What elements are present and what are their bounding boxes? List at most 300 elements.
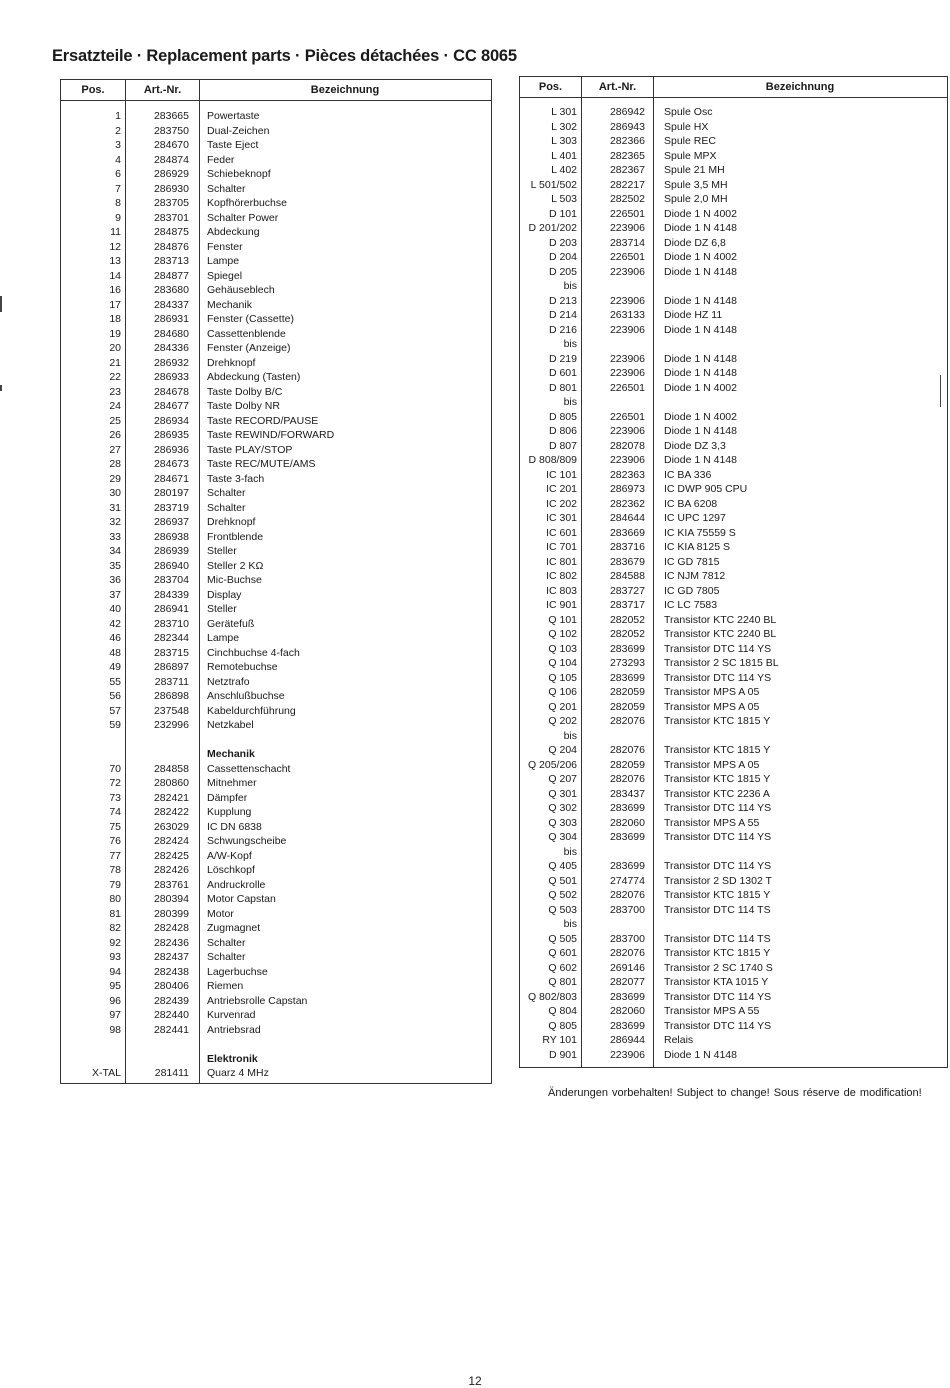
table-row bbox=[520, 236, 947, 251]
rows-left bbox=[61, 109, 491, 1081]
cell-art-nr: 284678 bbox=[153, 385, 189, 398]
cell-art-nr: 226501 bbox=[609, 251, 645, 263]
cell-bezeichnung: Transistor MPS A 55 bbox=[664, 816, 760, 829]
table-row bbox=[520, 990, 947, 1005]
cell-pos: 11 bbox=[110, 226, 121, 238]
cell-pos: L 302 bbox=[551, 120, 577, 133]
cell-bezeichnung: Frontblende bbox=[207, 530, 264, 543]
table-row bbox=[520, 395, 947, 410]
cell-pos: D 205 bbox=[548, 265, 577, 278]
table-row bbox=[520, 482, 947, 497]
cell-pos: IC 201 bbox=[546, 483, 577, 495]
cell-pos: 9 bbox=[115, 211, 121, 224]
cell-bezeichnung: Taste Dolby B/C bbox=[207, 385, 283, 398]
cell-art-nr: 284858 bbox=[153, 762, 189, 775]
table-header bbox=[520, 77, 947, 98]
table-row bbox=[61, 631, 491, 646]
cell-art-nr: 286939 bbox=[153, 545, 189, 557]
cell-art-nr: 283700 bbox=[609, 903, 645, 916]
cell-pos: Q 204 bbox=[548, 744, 577, 756]
cell-bezeichnung: Spule 21 MH bbox=[664, 164, 725, 176]
cell-pos: Q 505 bbox=[548, 932, 577, 945]
cell-pos: 17 bbox=[109, 298, 121, 311]
cell-art-nr: 284644 bbox=[609, 512, 645, 524]
cell-art-nr: 274774 bbox=[609, 874, 645, 887]
cell-art-nr: 286940 bbox=[153, 559, 189, 572]
table-row bbox=[520, 526, 947, 541]
table-row bbox=[61, 617, 491, 632]
cell-art-nr: 282365 bbox=[609, 149, 645, 162]
cell-bezeichnung: Steller 2 KΩ bbox=[207, 559, 264, 572]
cell-art-nr: 282059 bbox=[609, 758, 645, 771]
cell-pos: IC 202 bbox=[546, 497, 577, 510]
rows-right bbox=[520, 105, 947, 1062]
cell-pos: D 808/809 bbox=[528, 454, 577, 466]
cell-art-nr: 286935 bbox=[153, 429, 189, 441]
cell-art-nr: 282367 bbox=[609, 164, 645, 176]
cell-art-nr: 282366 bbox=[609, 135, 645, 147]
cell-bezeichnung: Cinchbuchse 4-fach bbox=[207, 646, 300, 659]
table-row bbox=[61, 138, 491, 153]
table-row bbox=[520, 1033, 947, 1048]
table-row bbox=[520, 250, 947, 265]
table-row bbox=[520, 105, 947, 120]
table-row bbox=[61, 399, 491, 414]
table-row bbox=[520, 903, 947, 918]
header-bezeichnung: Bezeichnung bbox=[765, 81, 835, 93]
cell-art-nr: 283679 bbox=[609, 555, 645, 568]
cell-bezeichnung: Taste RECORD/PAUSE bbox=[207, 414, 319, 427]
parts-table-left bbox=[60, 79, 492, 1084]
cell-pos: 25 bbox=[109, 414, 121, 427]
cell-bezeichnung: Diode 1 N 4148 bbox=[664, 294, 737, 307]
cell-art-nr: 283680 bbox=[153, 284, 189, 296]
cell-bezeichnung: Spule MPX bbox=[664, 149, 717, 162]
cell-bezeichnung: Transistor KTC 1815 Y bbox=[664, 715, 771, 727]
table-row bbox=[61, 573, 491, 588]
cell-pos: 8 bbox=[115, 197, 121, 209]
cell-art-nr: 282363 bbox=[609, 468, 645, 481]
cell-pos: 35 bbox=[109, 559, 121, 572]
cell-bezeichnung: Lampe bbox=[207, 255, 240, 267]
cell-art-nr: 269146 bbox=[609, 961, 645, 974]
cell-bezeichnung: Schalter bbox=[207, 936, 246, 949]
cell-pos: 30 bbox=[109, 487, 121, 499]
cell-pos: 73 bbox=[109, 791, 121, 804]
cell-pos: IC 901 bbox=[546, 599, 577, 611]
cell-art-nr: 283701 bbox=[153, 211, 189, 224]
cell-art-nr: 284339 bbox=[153, 588, 189, 601]
scan-edge-mark bbox=[0, 385, 2, 391]
cell-bezeichnung: Schiebeknopf bbox=[207, 168, 271, 180]
cell-pos: Q 103 bbox=[548, 642, 577, 655]
cell-pos: D 801 bbox=[548, 381, 577, 394]
cell-bezeichnung: Gehäuseblech bbox=[207, 284, 275, 296]
cell-art-nr: 263133 bbox=[609, 309, 645, 321]
table-row bbox=[61, 689, 491, 704]
table-row bbox=[520, 743, 947, 758]
table-row bbox=[520, 932, 947, 947]
cell-bezeichnung: Powertaste bbox=[207, 110, 260, 122]
cell-art-nr: 284876 bbox=[153, 240, 189, 253]
table-row bbox=[61, 1066, 491, 1081]
cell-art-nr: 283699 bbox=[609, 1019, 645, 1032]
table-row bbox=[61, 718, 491, 733]
table-row bbox=[520, 308, 947, 323]
cell-art-nr: 223906 bbox=[609, 294, 645, 307]
cell-pos: Q 304 bbox=[548, 831, 577, 843]
cell-art-nr: 282437 bbox=[153, 951, 189, 963]
table-row bbox=[61, 646, 491, 661]
table-row bbox=[520, 729, 947, 744]
table-row bbox=[520, 700, 947, 715]
cell-pos: D 213 bbox=[548, 294, 577, 307]
table-row bbox=[520, 685, 947, 700]
table-row bbox=[520, 888, 947, 903]
table-row bbox=[61, 704, 491, 719]
cell-pos: 2 bbox=[115, 124, 121, 137]
cell-pos: IC 101 bbox=[546, 468, 577, 481]
section-heading: Elektronik bbox=[207, 1052, 258, 1065]
cell-bezeichnung: Diode 1 N 4002 bbox=[664, 410, 737, 423]
cell-pos: 94 bbox=[109, 965, 121, 978]
cell-bezeichnung: Diode 1 N 4148 bbox=[664, 1048, 737, 1061]
table-row bbox=[61, 530, 491, 545]
cell-pos: 40 bbox=[109, 603, 121, 615]
table-row bbox=[61, 936, 491, 951]
cell-bezeichnung: Diode 1 N 4148 bbox=[664, 352, 737, 365]
cell-art-nr: 223906 bbox=[609, 425, 645, 437]
cell-bezeichnung: Gerätefuß bbox=[207, 617, 255, 630]
cell-bezeichnung: Riemen bbox=[207, 980, 244, 992]
cell-art-nr: 282076 bbox=[609, 744, 645, 756]
cell-bezeichnung: Schalter bbox=[207, 951, 246, 963]
cell-bezeichnung: Cassettenschacht bbox=[207, 762, 291, 775]
cell-pos: D 219 bbox=[548, 352, 577, 365]
cell-art-nr: 283711 bbox=[154, 675, 189, 688]
cell-art-nr: 282059 bbox=[609, 686, 645, 698]
cell-art-nr: 282060 bbox=[609, 1005, 645, 1017]
cell-bezeichnung: Mechanik bbox=[207, 298, 252, 311]
table-row bbox=[61, 994, 491, 1009]
table-row bbox=[61, 559, 491, 574]
cell-art-nr: 282424 bbox=[153, 835, 189, 847]
cell-bezeichnung: IC UPC 1297 bbox=[664, 512, 726, 524]
cell-pos: 1 bbox=[115, 110, 121, 122]
table-row bbox=[520, 337, 947, 352]
cell-pos: IC 803 bbox=[546, 584, 577, 597]
cell-pos: 77 bbox=[109, 849, 121, 862]
cell-bezeichnung: Diode 1 N 4002 bbox=[664, 381, 737, 394]
cell-bezeichnung: Transistor DTC 114 YS bbox=[664, 831, 772, 843]
cell-bezeichnung: IC GD 7805 bbox=[664, 584, 720, 597]
cell-art-nr: 282052 bbox=[609, 628, 645, 640]
cell-pos: D 201/202 bbox=[528, 222, 577, 234]
cell-pos: 97 bbox=[109, 1009, 121, 1021]
table-row bbox=[520, 613, 947, 628]
cell-pos: D 901 bbox=[548, 1048, 577, 1061]
cell-bezeichnung: Taste REWIND/FORWARD bbox=[207, 429, 335, 441]
cell-art-nr: 283437 bbox=[609, 787, 645, 800]
cell-pos: Q 405 bbox=[548, 860, 577, 872]
cell-bezeichnung: IC NJM 7812 bbox=[664, 570, 726, 582]
table-row bbox=[61, 588, 491, 603]
table-row bbox=[61, 733, 491, 748]
cell-bezeichnung: Antriebsrad bbox=[207, 1023, 261, 1036]
cell-pos: X-TAL bbox=[92, 1067, 121, 1079]
table-row bbox=[520, 468, 947, 483]
table-row bbox=[520, 366, 947, 381]
cell-pos: 34 bbox=[109, 545, 121, 557]
cell-bezeichnung: Fenster (Cassette) bbox=[207, 313, 294, 325]
cell-pos: 24 bbox=[109, 400, 121, 412]
cell-bezeichnung: Kupplung bbox=[207, 806, 252, 818]
table-row bbox=[61, 602, 491, 617]
cell-art-nr: 237548 bbox=[153, 704, 189, 717]
table-row bbox=[520, 453, 947, 468]
table-row bbox=[520, 845, 947, 860]
cell-pos: 55 bbox=[109, 675, 121, 688]
cell-art-nr: 226501 bbox=[609, 381, 645, 394]
table-row bbox=[61, 254, 491, 269]
cell-bezeichnung: Lampe bbox=[207, 632, 240, 644]
cell-pos: 74 bbox=[109, 806, 121, 818]
table-row bbox=[61, 443, 491, 458]
table-row bbox=[61, 501, 491, 516]
cell-pos: L 503 bbox=[551, 193, 577, 205]
cell-bezeichnung: Transistor DTC 114 YS bbox=[664, 642, 772, 655]
cell-bezeichnung: Transistor DTC 114 YS bbox=[664, 671, 772, 684]
cell-pos: 70 bbox=[109, 762, 121, 775]
cell-art-nr: 282440 bbox=[153, 1009, 189, 1021]
cell-art-nr: 283699 bbox=[609, 671, 645, 684]
cell-art-nr: 282426 bbox=[153, 864, 189, 876]
cell-bezeichnung: Taste Eject bbox=[207, 139, 259, 151]
cell-pos: Q 502 bbox=[548, 889, 577, 901]
cell-art-nr: 284671 bbox=[153, 472, 189, 485]
header-bezeichnung: Bezeichnung bbox=[310, 84, 380, 96]
cell-pos: Q 801 bbox=[548, 976, 577, 988]
cell-pos: 13 bbox=[109, 255, 121, 267]
cell-pos: Q 101 bbox=[548, 613, 577, 626]
cell-bezeichnung: Transistor KTC 2240 BL bbox=[664, 613, 777, 626]
cell-bezeichnung: Transistor DTC 114 YS bbox=[664, 802, 772, 814]
cell-art-nr: 282076 bbox=[609, 889, 645, 901]
table-row bbox=[520, 352, 947, 367]
cell-art-nr: 286944 bbox=[609, 1034, 645, 1046]
cell-bezeichnung: IC BA 6208 bbox=[664, 497, 718, 510]
cell-pos: 48 bbox=[109, 646, 121, 659]
cell-art-nr: 286938 bbox=[153, 530, 189, 543]
table-row bbox=[61, 327, 491, 342]
cell-art-nr: 282502 bbox=[609, 193, 645, 205]
cell-bezeichnung: Kopfhörerbuchse bbox=[207, 197, 287, 209]
cell-art-nr: 283719 bbox=[153, 501, 189, 514]
table-row bbox=[61, 675, 491, 690]
table-row bbox=[61, 370, 491, 385]
cell-pos: 12 bbox=[109, 240, 121, 253]
cell-pos: bis bbox=[563, 845, 577, 858]
cell-pos: 4 bbox=[115, 153, 121, 166]
table-row bbox=[61, 269, 491, 284]
cell-bezeichnung: Lagerbuchse bbox=[207, 965, 268, 978]
cell-art-nr: 282076 bbox=[609, 715, 645, 727]
cell-art-nr: 286931 bbox=[153, 313, 189, 325]
cell-pos: 22 bbox=[109, 371, 121, 383]
cell-art-nr: 282441 bbox=[153, 1023, 189, 1036]
cell-bezeichnung: Spiegel bbox=[207, 269, 243, 282]
cell-bezeichnung: Spule HX bbox=[664, 120, 709, 133]
cell-bezeichnung: Diode 1 N 4148 bbox=[664, 425, 737, 437]
cell-bezeichnung: Diode 1 N 4148 bbox=[664, 222, 737, 234]
cell-art-nr: 263029 bbox=[153, 820, 189, 833]
table-row bbox=[61, 167, 491, 182]
scan-edge-mark bbox=[0, 296, 2, 312]
cell-art-nr: 282078 bbox=[609, 439, 645, 452]
cell-art-nr: 283669 bbox=[609, 526, 645, 539]
cell-bezeichnung: Transistor MPS A 05 bbox=[664, 758, 760, 771]
table-row bbox=[61, 457, 491, 472]
table-row bbox=[520, 859, 947, 874]
cell-art-nr: 282076 bbox=[609, 947, 645, 959]
cell-art-nr: 223906 bbox=[609, 265, 645, 278]
cell-pos: Q 501 bbox=[548, 874, 577, 887]
cell-bezeichnung: Transistor KTC 1815 Y bbox=[664, 744, 771, 756]
cell-art-nr: 282076 bbox=[609, 773, 645, 785]
table-row bbox=[61, 834, 491, 849]
cell-bezeichnung: Transistor KTC 2236 A bbox=[664, 787, 770, 800]
cell-art-nr: 280399 bbox=[153, 907, 189, 920]
cell-pos: bis bbox=[563, 396, 577, 408]
cell-art-nr: 286932 bbox=[153, 356, 189, 369]
cell-bezeichnung: Netzkabel bbox=[207, 719, 254, 731]
cell-pos: bis bbox=[563, 918, 577, 930]
cell-bezeichnung: Diode DZ 6,8 bbox=[664, 236, 726, 249]
cell-bezeichnung: Schalter bbox=[207, 182, 246, 195]
cell-pos: bis bbox=[563, 338, 577, 350]
cell-bezeichnung: Motor bbox=[207, 907, 234, 920]
table-row bbox=[520, 221, 947, 236]
cell-art-nr: 282052 bbox=[609, 613, 645, 626]
cell-pos: 75 bbox=[109, 820, 121, 833]
table-row bbox=[520, 1048, 947, 1063]
cell-pos: Q 503 bbox=[548, 903, 577, 916]
cell-pos: 20 bbox=[109, 342, 121, 354]
table-row bbox=[61, 385, 491, 400]
cell-bezeichnung: Transistor DTC 114 TS bbox=[664, 903, 771, 916]
cell-pos: IC 601 bbox=[546, 526, 577, 539]
cell-art-nr: 273293 bbox=[609, 657, 645, 669]
cell-bezeichnung: Kurvenrad bbox=[207, 1009, 256, 1021]
cell-bezeichnung: IC KIA 8125 S bbox=[664, 541, 730, 553]
cell-art-nr: 223906 bbox=[609, 454, 645, 466]
table-row bbox=[61, 153, 491, 168]
table-row bbox=[61, 892, 491, 907]
table-row bbox=[520, 627, 947, 642]
table-row bbox=[520, 816, 947, 831]
cell-pos: Q 104 bbox=[548, 657, 577, 669]
cell-pos: 32 bbox=[109, 516, 121, 528]
cell-art-nr: 286936 bbox=[153, 443, 189, 456]
cell-bezeichnung: Transistor DTC 114 TS bbox=[664, 932, 771, 945]
cell-art-nr: 280197 bbox=[153, 487, 189, 499]
cell-bezeichnung: Relais bbox=[664, 1034, 694, 1046]
cell-bezeichnung: Feder bbox=[207, 153, 235, 166]
cell-bezeichnung: Diode DZ 3,3 bbox=[664, 439, 726, 452]
cell-pos: Q 302 bbox=[548, 802, 577, 814]
cell-bezeichnung: Drehknopf bbox=[207, 516, 256, 528]
cell-pos: 98 bbox=[109, 1023, 121, 1036]
table-row bbox=[61, 312, 491, 327]
cell-bezeichnung: Spule Osc bbox=[664, 106, 713, 118]
table-row bbox=[61, 1052, 491, 1067]
cell-bezeichnung: Taste PLAY/STOP bbox=[207, 443, 293, 456]
cell-bezeichnung: Mitnehmer bbox=[207, 777, 257, 789]
cell-art-nr: 282421 bbox=[153, 791, 189, 804]
cell-art-nr: 223906 bbox=[609, 222, 645, 234]
cell-pos: L 301 bbox=[551, 106, 577, 118]
table-row bbox=[61, 109, 491, 124]
cell-bezeichnung: Quarz 4 MHz bbox=[207, 1067, 269, 1079]
cell-bezeichnung: Transistor KTC 1815 Y bbox=[664, 947, 771, 959]
cell-pos: IC 301 bbox=[546, 512, 577, 524]
cell-pos: D 601 bbox=[548, 367, 577, 379]
cell-bezeichnung: Antriebsrolle Capstan bbox=[207, 994, 308, 1007]
cell-bezeichnung: Diode 1 N 4002 bbox=[664, 207, 737, 220]
cell-bezeichnung: A/W-Kopf bbox=[207, 849, 252, 862]
cell-pos: D 807 bbox=[548, 439, 577, 452]
cell-pos: 95 bbox=[109, 980, 121, 992]
table-row bbox=[61, 182, 491, 197]
cell-art-nr: 283699 bbox=[609, 860, 645, 872]
cell-art-nr: 286929 bbox=[153, 168, 189, 180]
cell-art-nr: 282217 bbox=[609, 178, 645, 191]
table-row bbox=[61, 225, 491, 240]
cell-bezeichnung: Taste 3-fach bbox=[207, 472, 265, 485]
cell-bezeichnung: Transistor 2 SC 1815 BL bbox=[664, 657, 779, 669]
cell-art-nr: 284588 bbox=[609, 570, 645, 582]
table-row bbox=[520, 265, 947, 280]
table-row bbox=[520, 787, 947, 802]
table-row bbox=[61, 196, 491, 211]
cell-pos: Q 804 bbox=[548, 1005, 577, 1017]
table-row bbox=[61, 515, 491, 530]
cell-pos: 18 bbox=[109, 313, 121, 325]
table-row bbox=[520, 294, 947, 309]
cell-bezeichnung: Mic-Buchse bbox=[207, 574, 262, 586]
cell-pos: Q 201 bbox=[548, 700, 577, 713]
cell-bezeichnung: Schalter bbox=[207, 501, 246, 514]
table-row bbox=[61, 341, 491, 356]
cell-pos: Q 301 bbox=[548, 787, 577, 800]
cell-art-nr: 232996 bbox=[153, 719, 189, 731]
cell-pos: 21 bbox=[109, 356, 121, 369]
cell-pos: 57 bbox=[109, 704, 121, 717]
cell-pos: 29 bbox=[109, 472, 121, 485]
table-row bbox=[61, 950, 491, 965]
table-row bbox=[520, 569, 947, 584]
cell-pos: Q 202 bbox=[548, 715, 577, 727]
cell-pos: L 401 bbox=[551, 149, 577, 162]
cell-art-nr: 286941 bbox=[153, 603, 189, 615]
cell-art-nr: 226501 bbox=[609, 207, 645, 220]
table-row bbox=[520, 917, 947, 932]
cell-pos: 7 bbox=[115, 182, 121, 195]
cell-art-nr: 282422 bbox=[153, 806, 189, 818]
cell-pos: 79 bbox=[109, 878, 121, 891]
cell-pos: 27 bbox=[109, 443, 121, 456]
table-row bbox=[61, 762, 491, 777]
